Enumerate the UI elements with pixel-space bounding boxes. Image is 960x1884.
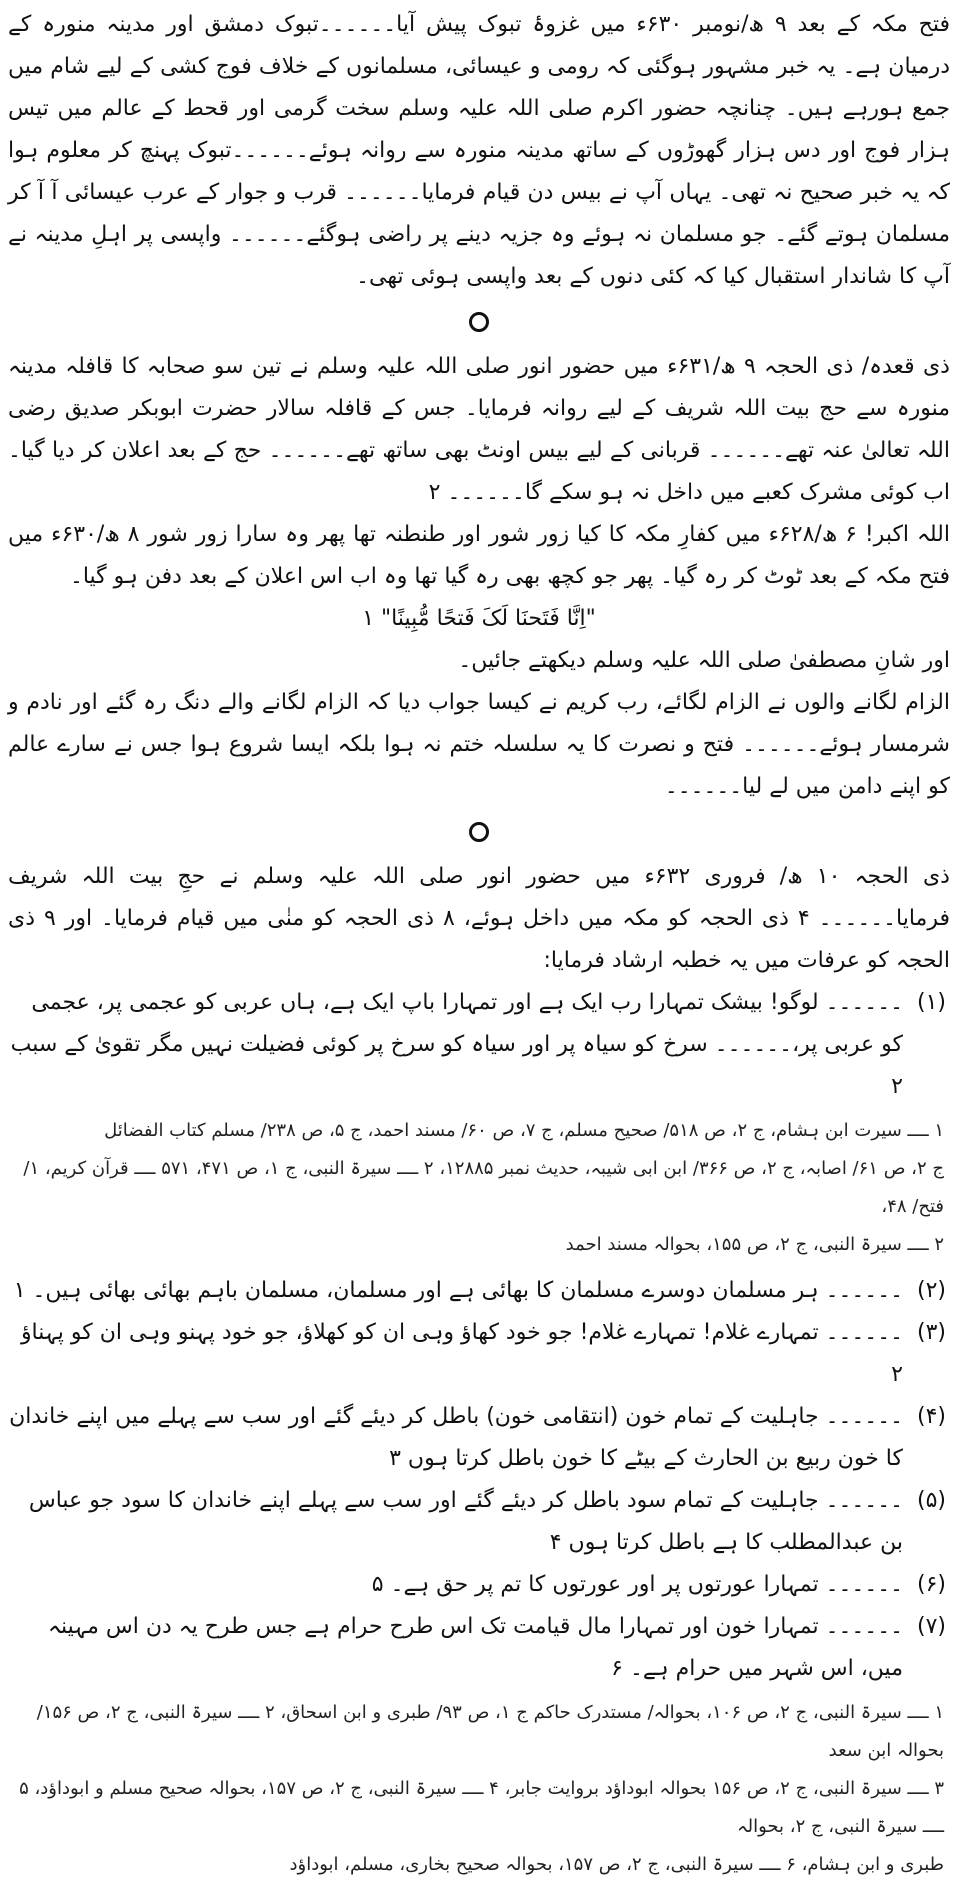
item-text: ۔۔۔۔۔۔ تمہارا عورتوں پر اور عورتوں کا تم پر حق ہے۔ ۵ bbox=[371, 1572, 903, 1597]
sermon-item bbox=[8, 1480, 950, 1564]
item-text: ۔۔۔۔۔۔ تمہارے غلام! تمہارے غلام! جو خود کھاؤ وہی ان کو کھلاؤ، جو خود پہنو وہی ان کو پہناؤ ۲ bbox=[20, 1320, 903, 1387]
footnote-line: ۱ ــــ سیرۃ النبی، ج ۲، ص ۱۰۶، بحوالہ/ مستدرک حاکم ج ۱، ص ۹۳/ طبری و ابن اسحاق، ۲ ــــ سیرۃ النبی، ج ۲، ص ۱۵۶/ بحوالہ ابن سعد bbox=[36, 1702, 944, 1761]
sermon-item bbox=[8, 1270, 950, 1312]
item-number: (۶) bbox=[916, 1572, 946, 1597]
item-number: (۱) bbox=[916, 990, 946, 1015]
item-number: (۴) bbox=[916, 1404, 946, 1429]
paragraph-allahu-akbar: اللہ اکبر! ۶ ھ/۶۲۸ء میں کفارِ مکہ کا کیا زور شور اور طنطنہ تھا پھر وہ سارا زور شور ۸ ھ/۶۳۰ء میں فتح مکہ کے بعد ٹوٹ کر رہ گیا۔ پھر جو کچھ بھی رہ گیا تھا وہ اب اس اعلان کے بعد دفن ہو گیا۔ bbox=[8, 522, 950, 589]
sermon-item bbox=[8, 1396, 950, 1480]
paragraph-tabuk: فتح مکہ کے بعد ۹ ھ/نومبر ۶۳۰ء میں غزوۂ تبوک پیش آیا۔۔۔۔۔۔تبوک دمشق اور مدینہ منورہ کے درمیان ہے۔ یہ خبر مشہور ہوگئی کہ رومی و عیسائی، مسلمانوں کے خلاف فوج کشی کے لیے شام میں جمع ہورہے ہیں۔ چنانچہ حضور اکرم صلی اللہ علیہ وسلم سخت گرمی اور قحط کے عالم میں تیس ہزار فوج اور دس ہزار گھوڑوں کے ساتھ مدینہ منورہ سے روانہ ہوئے۔۔۔۔۔۔تبوک پہنچ کر معلوم ہوا کہ یہ خبر صحیح نہ تھی۔ یہاں آپ نے بیس دن قیام فرمایا۔۔۔۔۔۔ قرب و جوار کے عرب عیسائی آ آ کر مسلمان ہوتے گئے۔ جو مسلمان نہ ہوئے وہ جزیہ دینے پر راضی ہوگئے۔۔۔۔۔۔ واپسی پر اہلِ مدینہ نے آپ کا شاندار استقبال کیا کہ کئی دنوں کے بعد واپسی ہوئی تھی۔ bbox=[8, 12, 950, 289]
item-number: (۲) bbox=[916, 1278, 946, 1303]
paragraph-farewell-hajj: ذی الحجہ ۱۰ ھ/ فروری ۶۳۲ء میں حضور انور صلی اللہ علیہ وسلم نے حجِ بیت اللہ شریف فرمایا۔۔۔۔۔۔ ۴ ذی الحجہ کو مکہ میں داخل ہوئے، ۸ ذی الحجہ کو منٰی میں قیام فرمایا۔ اور ۹ ذی الحجہ کو عرفات میں یہ خطبہ ارشاد فرمایا: bbox=[8, 864, 950, 973]
section-separator bbox=[8, 298, 950, 346]
footnotes-end bbox=[14, 1694, 944, 1884]
item-text: ۔۔۔۔۔۔ تمہارا خون اور تمہارا مال قیامت تک اس طرح حرام ہے جس طرح یہ دن اس مہینہ میں، اس شہر میں حرام ہے۔ ۶ bbox=[48, 1614, 903, 1681]
quran-quote: "اِنَّا فَتَحنَا لَکَ فَتحًا مُّبِینًا" ۱ bbox=[362, 606, 596, 631]
sermon-item bbox=[8, 1564, 950, 1606]
item-text: ۔۔۔۔۔۔ ہر مسلمان دوسرے مسلمان کا بھائی ہے اور مسلمان، مسلمان باہم بھائی بھائی ہیں۔ ۱ bbox=[13, 1278, 903, 1303]
footnotes-middle bbox=[14, 1112, 944, 1264]
item-text: ۔۔۔۔۔۔ لوگو! بیشک تمہارا رب ایک ہے اور تمہارا باپ ایک ہے، ہاں عربی کو عجمی پر، عجمی کو عربی پر،۔۔۔۔۔۔ سرخ کو سیاہ پر اور سیاہ کو سرخ پر کوئی فضیلت نہیں مگر تقویٰ کے سبب ۲ bbox=[10, 990, 903, 1099]
paragraph-shan-e-mustafa: اور شانِ مصطفیٰ صلی اللہ علیہ وسلم دیکھتے جائیں۔ bbox=[458, 648, 950, 673]
sermon-item bbox=[8, 1606, 950, 1690]
footnote-line: ۲ ــــ سیرۃ النبی، ج ۲، ص ۱۵۵، بحوالہ مسند احمد bbox=[565, 1234, 944, 1255]
separator-circle-icon bbox=[469, 312, 489, 332]
sermon-item bbox=[8, 982, 950, 1108]
footnote-line: ۳ ــــ سیرۃ النبی، ج ۲، ص ۱۵۶ بحوالہ ابوداؤد بروایت جابر، ۴ ــــ سیرۃ النبی، ج ۲، ص ۱۵۷، بحوالہ صحیح مسلم و ابوداؤد، ۵ ــــ سیرۃ النبی، ج ۲، بحوالہ bbox=[19, 1778, 944, 1837]
footnote-line: طبری و ابن ہشام، ۶ ــــ سیرۃ النبی، ج ۲، ص ۱۵۷، بحوالہ صحیح بخاری، مسلم، ابوداؤد bbox=[289, 1854, 944, 1875]
item-number: (۵) bbox=[916, 1488, 946, 1513]
item-number: (۷) bbox=[916, 1614, 946, 1639]
item-number: (۳) bbox=[916, 1320, 946, 1345]
paragraph-accusers: الزام لگانے والوں نے الزام لگائے، رب کریم نے کیسا جواب دیا کہ الزام لگانے والے دنگ رہ گئے اور نادم و شرمسار ہوئے۔۔۔۔۔۔ فتح و نصرت کا یہ سلسلہ ختم نہ ہوا بلکہ ایسا شروع ہوا جس نے سارے عالم کو اپنے دامن میں لے لیا۔۔۔۔۔۔ bbox=[8, 690, 950, 799]
item-text: ۔۔۔۔۔۔ جاہلیت کے تمام سود باطل کر دیئے گئے اور سب سے پہلے اپنے خاندان کا سود جو عباس بن عبدالمطلب کا ہے باطل کرتا ہوں ۴ bbox=[28, 1488, 903, 1555]
sermon-item bbox=[8, 1312, 950, 1396]
section-separator bbox=[8, 808, 950, 856]
footnote-line: ج ۲، ص ۶۱/ اصابہ، ج ۲، ص ۳۶۶/ ابن ابی شیبہ، حدیث نمبر ۱۲۸۸۵، ۲ ــــ سیرۃ النبی، ج ۱، ص ۴۷۱، ۵۷۱ ــــ قرآن کریم، ۱/ فتح/ ۴۸، bbox=[23, 1158, 944, 1217]
item-text: ۔۔۔۔۔۔ جاہلیت کے تمام خون (انتقامی خون) باطل کر دیئے گئے اور سب سے پہلے میں اپنے خاندان کا خون ربیع بن الحارث کے بیٹے کا خون باطل کرتا ہوں ۳ bbox=[9, 1404, 903, 1471]
separator-circle-icon bbox=[469, 822, 489, 842]
footnote-line: ۱ ــــ سیرت ابن ہشام، ج ۲، ص ۵۱۸/ صحیح مسلم، ج ۷، ص ۶۰/ مسند احمد، ج ۵، ص ۲۳۸/ مسلم کتاب الفضائل bbox=[104, 1120, 944, 1141]
paragraph-hajj-9ah: ذی قعدہ/ ذی الحجہ ۹ ھ/۶۳۱ء میں حضور انور صلی اللہ علیہ وسلم نے تین سو صحابہ کا قافلہ مدینہ منورہ سے حج بیت اللہ شریف کے لیے روانہ فرمایا۔ جس کے قافلہ سالار حضرت ابوبکر صدیق رضی اللہ تعالیٰ عنہ تھے۔۔۔۔۔۔ قربانی کے لیے بیس اونٹ بھی ساتھ تھے۔۔۔۔۔۔ حج کے بعد اعلان کر دیا گیا۔ اب کوئی مشرک کعبے میں داخل نہ ہو سکے گا۔۔۔۔۔۔ ۲ bbox=[8, 354, 950, 505]
